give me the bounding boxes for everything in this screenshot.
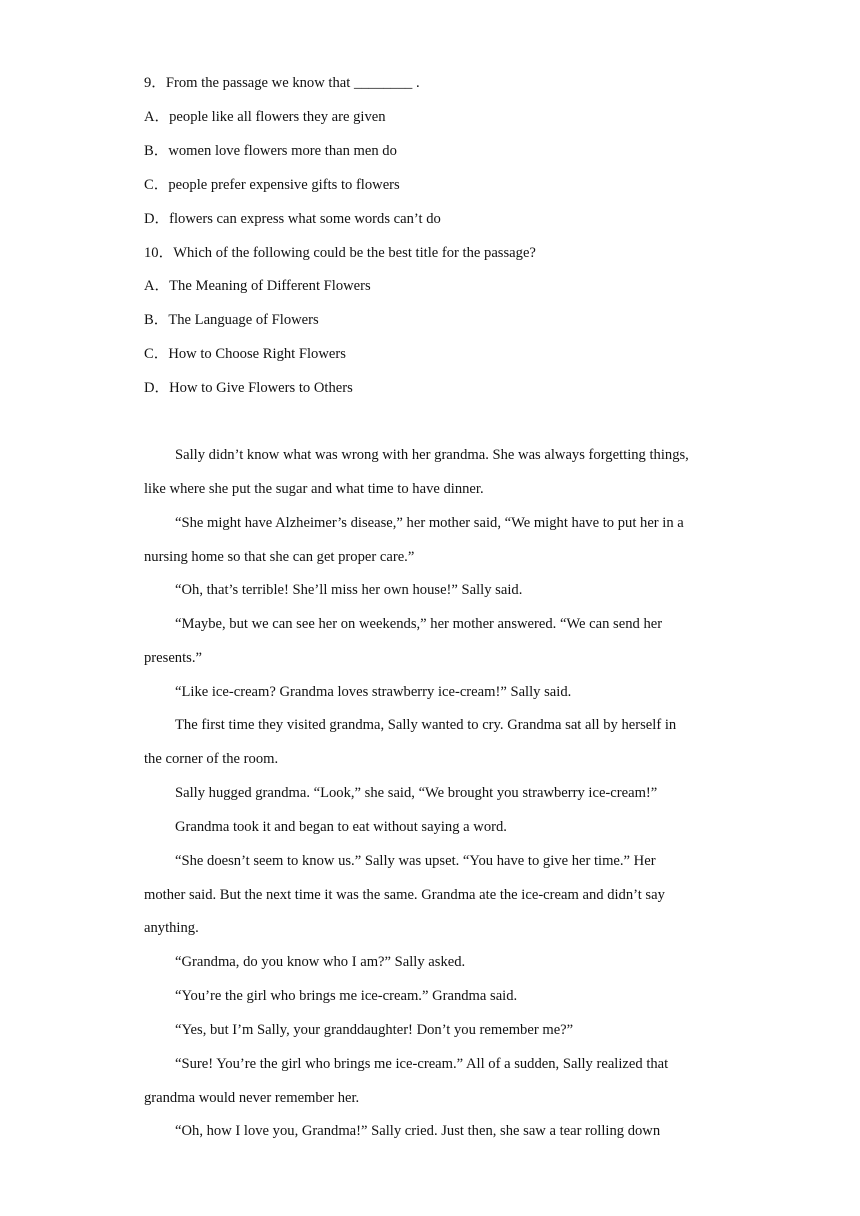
passage-line: “You’re the girl who brings me ice-cream.” Grandma said.: [175, 988, 518, 1004]
passage-line: anything.: [144, 920, 199, 936]
question-10-option-c: C．How to Choose Right Flowers: [144, 346, 346, 362]
passage-line: “Oh, how I love you, Grandma!” Sally cried. Just then, she saw a tear rolling down: [175, 1123, 661, 1139]
question-10-option-b: B．The Language of Flowers: [144, 312, 319, 328]
question-10-stem: 10．Which of the following could be the best title for the passage?: [144, 245, 536, 261]
question-9-option-d: D．flowers can express what some words can’t do: [144, 211, 441, 227]
passage-line: Grandma took it and began to eat without saying a word.: [175, 819, 507, 835]
question-9-option-c: C．people prefer expensive gifts to flowers: [144, 177, 400, 193]
passage-line: “Maybe, but we can see her on weekends,” her mother answered. “We can send her: [175, 616, 663, 632]
passage-line: Sally didn’t know what was wrong with her grandma. She was always forgetting things,: [175, 447, 689, 463]
question-10-option-d: D．How to Give Flowers to Others: [144, 380, 353, 396]
passage-line: “She might have Alzheimer’s disease,” her mother said, “We might have to put her in a: [175, 515, 684, 531]
question-10-option-a: A．The Meaning of Different Flowers: [144, 278, 371, 294]
passage-line: “Grandma, do you know who I am?” Sally asked.: [175, 954, 466, 970]
passage-line: the corner of the room.: [144, 751, 279, 767]
question-9-option-a: A．people like all flowers they are given: [144, 109, 386, 125]
question-9-option-b: B．women love flowers more than men do: [144, 143, 397, 159]
question-9-stem: 9．From the passage we know that ________ .: [144, 75, 420, 91]
passage-line: nursing home so that she can get proper care.”: [144, 549, 415, 565]
passage-line: “Like ice-cream? Grandma loves strawberry ice-cream!” Sally said.: [175, 684, 572, 700]
passage-line: “Sure! You’re the girl who brings me ice-cream.” All of a sudden, Sally realized that: [175, 1056, 669, 1072]
passage-line: mother said. But the next time it was the same. Grandma ate the ice-cream and didn’t say: [144, 887, 665, 903]
passage-line: grandma would never remember her.: [144, 1090, 360, 1106]
passage-line: like where she put the sugar and what time to have dinner.: [144, 481, 484, 497]
passage-line: presents.”: [144, 650, 202, 666]
passage-line: “She doesn’t seem to know us.” Sally was upset. “You have to give her time.” Her: [175, 853, 656, 869]
passage-line: “Yes, but I’m Sally, your granddaughter! Don’t you remember me?”: [175, 1022, 574, 1038]
passage-line: Sally hugged grandma. “Look,” she said, “We brought you strawberry ice-cream!”: [175, 785, 658, 801]
passage-line: “Oh, that’s terrible! She’ll miss her own house!” Sally said.: [175, 582, 523, 598]
passage-line: The first time they visited grandma, Sally wanted to cry. Grandma sat all by herself in: [175, 717, 677, 733]
